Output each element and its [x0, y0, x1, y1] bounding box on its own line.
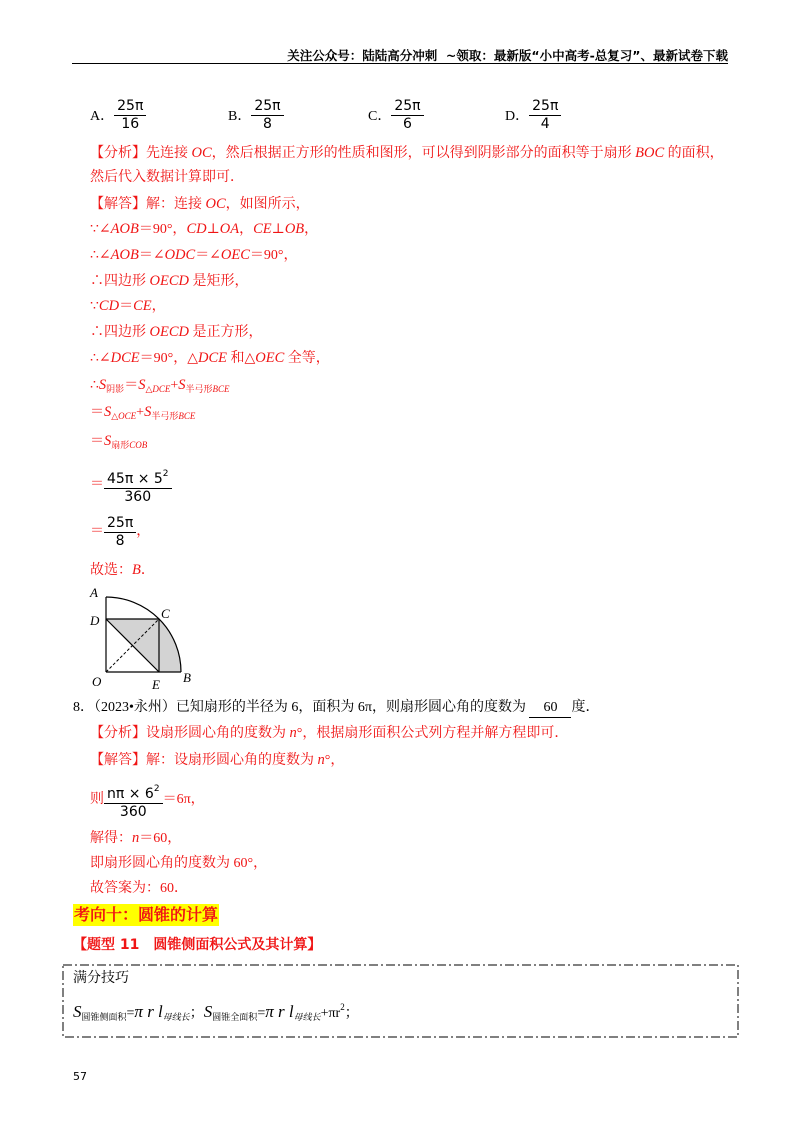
subscript: 扇形: [111, 440, 130, 450]
text: °，: [324, 753, 345, 768]
question-text: 度．: [571, 700, 600, 715]
text: 然后代入数据计算即可．: [90, 170, 244, 185]
fraction: [104, 465, 172, 505]
denominator: 4: [540, 116, 550, 132]
option-fraction: [391, 97, 423, 132]
text: ，然后根据正方形的性质和图形，可以得到阴影部分的面积等于扇形: [211, 146, 636, 161]
text: ，: [239, 222, 254, 237]
subscript: △: [145, 384, 153, 394]
text: ＝90°，: [138, 222, 187, 237]
text: 【解答】解：连接: [90, 197, 206, 212]
option-a: [90, 97, 146, 132]
q7-solution-line-1: [90, 194, 310, 215]
cone-area-formula: [73, 1000, 359, 1026]
math-var: B: [132, 562, 141, 578]
q8-solution-line-3: [90, 854, 267, 874]
text: ＝90°，: [249, 248, 298, 263]
math-var: DCE: [110, 350, 140, 366]
text: 的面积，: [664, 146, 724, 161]
label-e: E: [152, 677, 160, 692]
q7-solution-line-2: [90, 219, 318, 240]
denominator: 16: [121, 116, 140, 132]
text: 和△: [227, 351, 256, 366]
option-label: B．: [228, 108, 252, 124]
math-var: S: [104, 433, 112, 449]
math-var: OECD: [149, 324, 189, 340]
math-var: π r l: [265, 1002, 294, 1021]
text: 故选：: [90, 563, 132, 578]
subscript-var: BCE: [178, 411, 196, 421]
text: ；: [344, 1006, 359, 1021]
subscript-var: DCE: [152, 384, 171, 394]
text: ＝: [90, 434, 104, 449]
text: ，: [304, 222, 319, 237]
subscript: 半弓形: [151, 411, 179, 421]
text: 故答案为：60．: [90, 881, 188, 896]
subscript-var: OCE: [118, 411, 137, 421]
q8-solution-equation: [90, 780, 205, 820]
text: 【分析】先连接: [90, 146, 192, 161]
math-var: n: [132, 830, 140, 846]
label-o: O: [92, 674, 102, 689]
q7-solution-line-10: [90, 431, 147, 452]
q7-solution-line-5: [90, 296, 166, 317]
q8-solution-line-1: [90, 750, 344, 771]
text: ＝∠: [195, 248, 221, 263]
math-var: π r l: [134, 1002, 163, 1021]
math-var: S: [178, 377, 186, 393]
option-fraction: [251, 97, 283, 132]
text: ；: [189, 1006, 204, 1021]
shaded-half-segment-bce: [159, 619, 181, 672]
exponent: 2: [162, 469, 169, 479]
text: 解得：: [90, 831, 132, 846]
numerator: 25π: [117, 98, 144, 114]
q7-solution-fraction-2: [90, 514, 150, 549]
q7-analysis-line-1: [90, 143, 724, 164]
option-fraction: [114, 97, 146, 132]
subscript-var: BCE: [212, 384, 230, 394]
q7-solution-line-3: [90, 245, 298, 266]
text: °，根据扇形面积公式列方程并解方程即可．: [296, 726, 569, 741]
q7-solution-fraction-1: [90, 465, 172, 505]
math-var: OC: [205, 196, 226, 212]
section-title: 考向十：圆锥的计算: [74, 905, 219, 924]
text: ＝: [90, 405, 104, 420]
q7-solution-line-6: [90, 322, 262, 343]
text: ∴: [90, 378, 99, 393]
option-d: [505, 97, 561, 132]
label-d: D: [90, 613, 100, 628]
q7-solution-line-7: [90, 348, 330, 369]
q7-solution-line-4: [90, 271, 248, 292]
equals-sign: ＝: [90, 477, 104, 492]
text: ＝: [124, 378, 139, 393]
fraction: [104, 780, 163, 820]
text: ⊥: [206, 222, 220, 237]
text: ＝∠: [138, 248, 165, 263]
text: ，: [136, 523, 151, 539]
numerator-text: 45π × 5: [107, 471, 163, 487]
numerator: 25π: [394, 98, 421, 114]
text: +: [170, 378, 179, 393]
math-var: BOC: [635, 145, 665, 161]
subscript-var: 母线长: [293, 1012, 321, 1022]
subscript: 半弓形: [185, 384, 213, 394]
label-b: B: [183, 670, 191, 685]
q7-analysis-line-2: [90, 168, 244, 188]
text: 是正方形，: [188, 325, 263, 340]
question-text: 8．（2023•永州）已知扇形的半径为 6，面积为 6π，则扇形圆心角的度数为: [73, 700, 530, 715]
text: 全等，: [284, 351, 330, 366]
option-label: C．: [368, 108, 392, 124]
exponent: 2: [340, 1002, 345, 1012]
math-var: AOB: [110, 221, 139, 237]
math-var: DCE: [198, 350, 228, 366]
fraction: [104, 514, 136, 549]
text: +: [136, 405, 145, 420]
option-c: [368, 97, 424, 132]
numerator-text: nπ × 6: [107, 786, 154, 802]
header-rule: [72, 63, 728, 64]
math-var: S: [98, 377, 107, 393]
math-var: OA: [219, 221, 240, 237]
text: ＝6π，: [162, 792, 205, 807]
math-var: OC: [191, 145, 212, 161]
math-var: n: [289, 725, 297, 741]
denominator: 6: [403, 116, 412, 132]
subscript-var: 母线长: [162, 1012, 190, 1022]
quarter-circle-square-figure: [85, 582, 200, 694]
numerator: 25π: [107, 515, 134, 531]
text: ，: [151, 299, 166, 314]
text: +πr: [320, 1006, 341, 1021]
math-var: S: [104, 404, 112, 420]
option-b: [228, 97, 284, 132]
numerator: [104, 780, 163, 803]
option-fraction: [529, 97, 561, 132]
math-var: CD: [186, 221, 207, 237]
math-var: OEC: [220, 247, 250, 263]
page-header: 关注公众号：陆陆高分冲刺 ~领取：最新版“小中高考-总复习”、最新试卷下载: [287, 48, 728, 63]
math-var: S: [144, 404, 152, 420]
text: ∴四边形: [90, 325, 150, 340]
text: ＝: [119, 299, 134, 314]
math-var: AOB: [110, 247, 139, 263]
q8-analysis-line: [90, 723, 568, 744]
q8-solution-line-2: [90, 828, 181, 849]
denominator: 360: [124, 489, 152, 505]
text: ∴∠: [90, 248, 111, 263]
math-var: ODC: [164, 247, 196, 263]
equals-sign: ＝: [90, 523, 104, 539]
denominator: 360: [119, 804, 147, 820]
text: ∵: [90, 299, 99, 314]
tip-title: 满分技巧: [73, 970, 129, 986]
numerator: [104, 465, 172, 488]
label-c: C: [161, 606, 170, 621]
math-var: S: [73, 1002, 82, 1021]
answer-blank: 60: [529, 699, 571, 718]
q7-solution-line-8: [90, 375, 230, 396]
math-var: OECD: [149, 273, 189, 289]
option-label: D．: [505, 108, 530, 124]
text: ⊥: [271, 222, 285, 237]
text: =: [257, 1006, 266, 1021]
page-number: 57: [73, 1070, 87, 1083]
subscript: 圆锥全面积: [212, 1012, 258, 1022]
text: =: [126, 1006, 135, 1021]
exponent: 2: [153, 784, 160, 794]
subscript: △: [111, 411, 119, 421]
text: ∴四边形: [90, 274, 150, 289]
text: ∵∠: [90, 222, 111, 237]
q8-stem: [73, 698, 599, 718]
math-var: OEC: [255, 350, 285, 366]
text: ．: [140, 563, 155, 578]
text: 则: [90, 792, 104, 807]
math-var: OB: [284, 221, 305, 237]
subscript: 阴影: [106, 384, 125, 394]
text: 即扇形圆心角的度数为 60°，: [90, 856, 268, 871]
math-var: S: [203, 1002, 213, 1021]
question-type-title: 【题型 11 圆锥侧面积公式及其计算】: [73, 937, 322, 953]
text: ＝60，: [139, 831, 182, 846]
math-var: S: [138, 377, 146, 393]
denominator: 8: [115, 533, 125, 549]
q7-solution-line-9: [90, 402, 195, 423]
subscript-var: COB: [129, 440, 148, 450]
math-var: n: [317, 752, 325, 768]
label-a: A: [90, 585, 98, 600]
option-label: A．: [90, 108, 115, 124]
text: 是矩形，: [188, 274, 249, 289]
numerator: 25π: [532, 98, 559, 114]
subscript: 圆锥侧面积: [81, 1012, 127, 1022]
text: 【解答】解：设扇形圆心角的度数为: [90, 753, 318, 768]
text: ＝90°，△: [139, 351, 199, 366]
math-var: CE: [253, 221, 272, 237]
math-var: CE: [133, 298, 152, 314]
text: 【分析】设扇形圆心角的度数为: [90, 726, 290, 741]
denominator: 8: [263, 116, 272, 132]
math-var: CD: [98, 298, 120, 314]
numerator: 25π: [254, 98, 281, 114]
q8-answer-line: [90, 879, 188, 899]
text: ，如图所示，: [225, 197, 310, 212]
text: ∴∠: [90, 351, 111, 366]
q7-answer-line: [90, 560, 155, 581]
